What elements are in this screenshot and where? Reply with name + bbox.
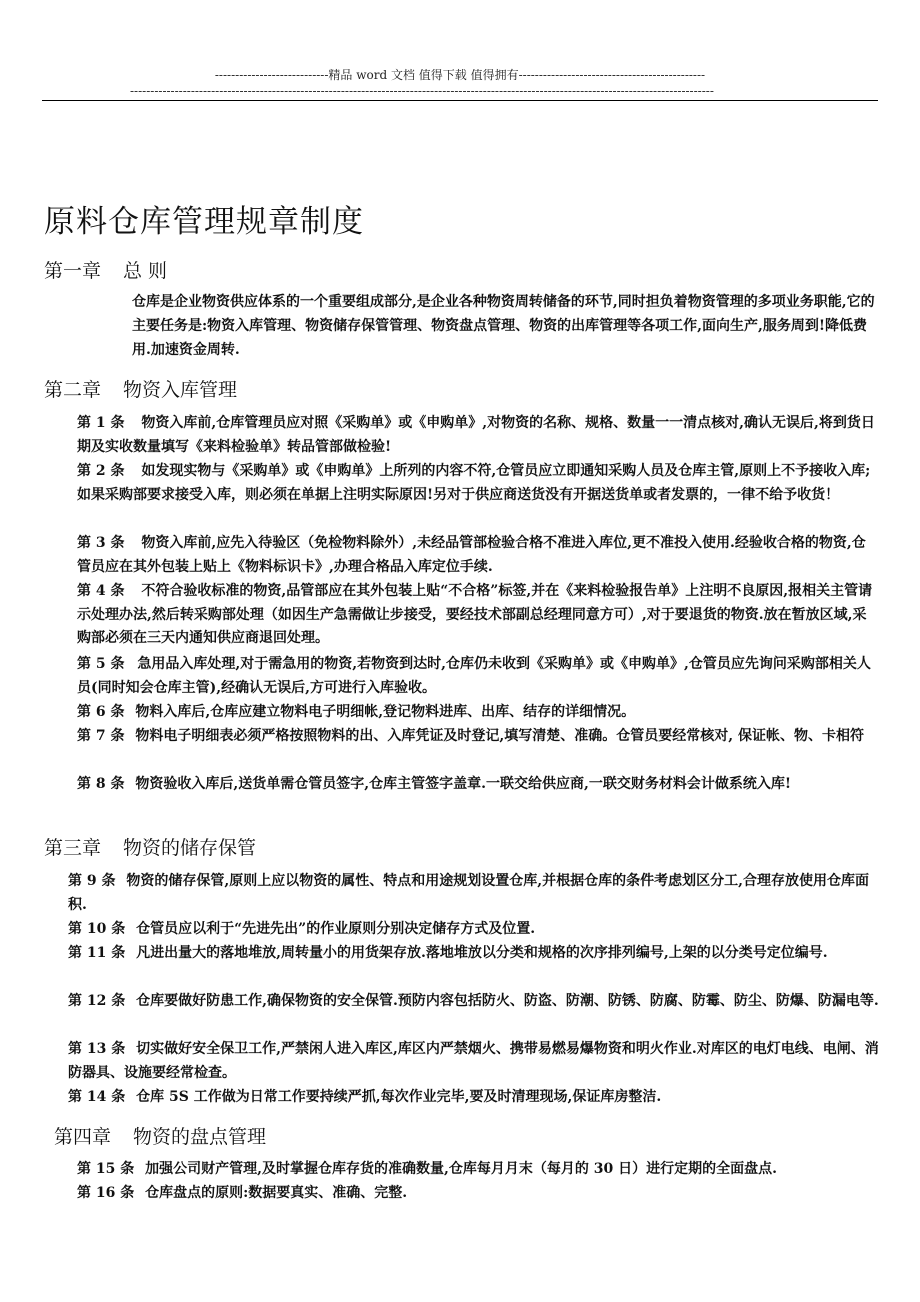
article-11 bbox=[68, 942, 880, 966]
article-9 bbox=[68, 870, 880, 917]
article-text: 不符合验收标准的物资,品管部应在其外包装上贴“不合格”标签,并在《来料检验报告单》上注明不良原因,报相关主管请示处理办法,然后转采购部处理（如因生产急需做让步接受，要经技术部副总经理同意方可）,对于要退货的物资.放在暂放区域,采购部必须在三天内通知供应商退回处理。 bbox=[77, 583, 873, 646]
article-text: 物料入库后,仓库应建立物料电子明细帐,登记物料进库、出库、结存的详细情况。 bbox=[135, 704, 636, 720]
article-10 bbox=[68, 918, 880, 942]
article-6 bbox=[77, 701, 879, 725]
chapter-name: 物资入库管理 bbox=[123, 379, 238, 401]
document-title: 原料仓库管理规章制度 bbox=[44, 204, 364, 240]
chapter-number: 第一章 bbox=[44, 260, 102, 282]
article-number: 第 12 条 bbox=[68, 993, 126, 1009]
chapter-number: 第二章 bbox=[44, 379, 102, 401]
article-number: 第 16 条 bbox=[77, 1185, 135, 1201]
chapter-number: 第四章 bbox=[54, 1126, 112, 1148]
article-16 bbox=[77, 1182, 880, 1206]
article-text: 仓库要做好防患工作,确保物资的安全保管.预防内容包括防火、防盗、防潮、防锈、防腐、防霉、防尘、防爆、防漏电等. bbox=[136, 993, 879, 1009]
article-text: 如发现实物与《采购单》或《申购单》上所列的内容不符,仓管员应立即通知采购人员及仓库主管,原则上不予接收入库;如果采购部要求接受入库，则必须在单据上注明实际原因!另对于供应商送货没有开据送货单或者发票的，一律不给予收货！ bbox=[77, 463, 871, 503]
article-text: 仓管员应以利于“先进先出”的作业原则分别决定储存方式及位置. bbox=[136, 921, 536, 937]
article-number: 第 11 条 bbox=[68, 945, 126, 961]
header-rule bbox=[42, 100, 878, 101]
article-number: 第 4 条 bbox=[77, 583, 125, 599]
article-5 bbox=[77, 653, 879, 700]
page-header-dashes: ------------------------------------------------------------------------------------------------------------------------------------------------ bbox=[130, 84, 714, 98]
article-number: 第 13 条 bbox=[68, 1041, 126, 1057]
article-3 bbox=[77, 532, 879, 579]
article-text: 仓库 5S 工作做为日常工作要持续严抓,每次作业完毕,要及时清理现场,保证库房整洁. bbox=[136, 1089, 662, 1105]
article-number: 第 15 条 bbox=[77, 1161, 135, 1177]
article-7 bbox=[77, 725, 879, 749]
article-number: 第 1 条 bbox=[77, 415, 125, 431]
article-number: 第 7 条 bbox=[77, 728, 125, 744]
article-4 bbox=[77, 580, 879, 651]
article-text: 物资入库前,仓库管理员应对照《采购单》或《申购单》,对物资的名称、规格、数量一一清点核对,确认无误后,将到货日期及实收数量填写《来料检验单》转品管部做检验! bbox=[77, 415, 875, 455]
article-text: 凡进出量大的落地堆放,周转量小的用货架存放.落地堆放以分类和规格的次序排列编号,上架的以分类号定位编号. bbox=[136, 945, 828, 961]
article-number: 第 9 条 bbox=[68, 873, 116, 889]
article-text: 仓库盘点的原则:数据要真实、准确、完整. bbox=[145, 1185, 408, 1201]
article-number: 第 5 条 bbox=[77, 656, 125, 672]
article-text: 加强公司财产管理,及时掌握仓库存货的准确数量,仓库每月月末（每月的 30 日）进行定期的全面盘点. bbox=[145, 1161, 777, 1177]
article-13 bbox=[68, 1038, 880, 1085]
chapter-number: 第三章 bbox=[44, 837, 102, 859]
article-text: 物资的储存保管,原则上应以物资的属性、特点和用途规划设置仓库,并根据仓库的条件考虑划区分工,合理存放使用仓库面积. bbox=[68, 873, 869, 913]
article-text: 切实做好安全保卫工作,严禁闲人进入库区,库区内严禁烟火、携带易燃易爆物资和明火作业.对库区的电灯电线、电闸、消防器具、设施要经常检查。 bbox=[68, 1041, 879, 1081]
article-text: 物料电子明细表必须严格按照物料的出、入库凭证及时登记,填写清楚、准确。仓管员要经常核对, 保证帐、物、卡相符 bbox=[135, 728, 864, 744]
chapter-1-intro: 仓库是企业物资供应体系的一个重要组成部分,是企业各种物资周转储备的环节,同时担负着物资管理的多项业务职能,它的主要任务是:物资入库管理、物资储存保管管理、物资盘点管理、物资的出库管理等各项工作,面向生产,服务周到!降低费用.加速资金周转. bbox=[132, 294, 875, 358]
chapter-name: 总 则 bbox=[123, 260, 168, 282]
chapter-4-heading bbox=[54, 1122, 266, 1149]
article-text: 急用品入库处理,对于需急用的物资,若物资到达时,仓库仍未收到《采购单》或《申购单》,仓管员应先询问采购部相关人员(同时知会仓库主管),经确认无误后,方可进行入库验收。 bbox=[77, 656, 871, 696]
article-15 bbox=[77, 1158, 880, 1182]
article-number: 第 10 条 bbox=[68, 921, 126, 937]
article-8 bbox=[77, 773, 879, 797]
article-2 bbox=[77, 460, 879, 507]
article-1 bbox=[77, 412, 879, 459]
article-text: 物资入库前,应先入待验区（免检物料除外）,未经品管部检验合格不准进入库位,更不准投入使用.经验收合格的物资,仓管员应在其外包装上贴上《物料标识卡》,办理合格品入库定位手续. bbox=[77, 535, 866, 575]
page-header-banner: ----------------------------精品 word 文档 值得下载 值得拥有---------------------------------------------- bbox=[214, 68, 706, 82]
article-number: 第 6 条 bbox=[77, 704, 125, 720]
article-text: 物资验收入库后,送货单需仓管员签字,仓库主管签字盖章.一联交给供应商,一联交财务材料会计做系统入库! bbox=[135, 776, 792, 792]
chapter-1-heading bbox=[44, 256, 167, 283]
chapter-2-heading bbox=[44, 375, 237, 402]
article-12 bbox=[68, 990, 880, 1014]
chapter-name: 物资的储存保管 bbox=[123, 837, 257, 859]
chapter-3-heading bbox=[44, 833, 256, 860]
article-number: 第 3 条 bbox=[77, 535, 125, 551]
article-14 bbox=[68, 1086, 880, 1110]
article-number: 第 8 条 bbox=[77, 776, 125, 792]
article-number: 第 2 条 bbox=[77, 463, 125, 479]
chapter-name: 物资的盘点管理 bbox=[133, 1126, 267, 1148]
article-number: 第 14 条 bbox=[68, 1089, 126, 1105]
